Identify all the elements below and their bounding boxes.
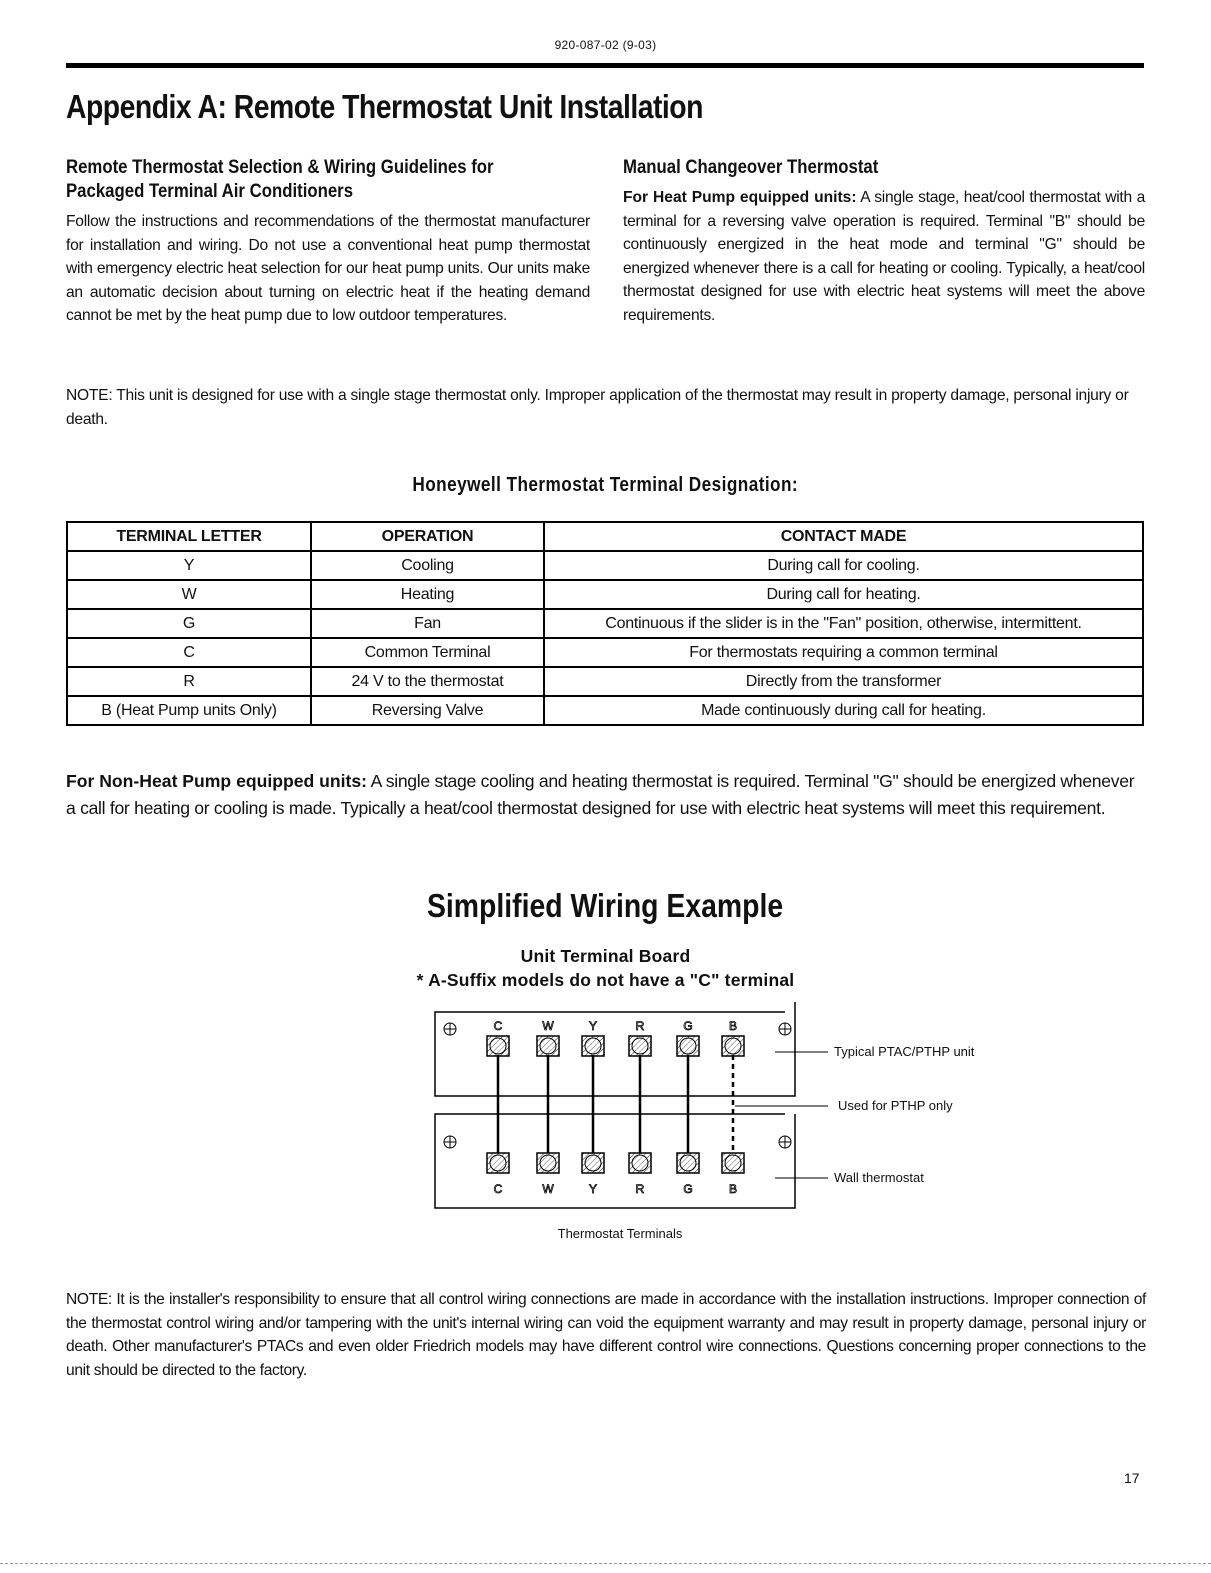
table-row [67,609,1143,638]
label-pthp: Used for PTHP only [838,1098,953,1113]
table-cell: During call for heating. [544,580,1143,609]
terminal-letter: R [635,1182,645,1196]
scan-edge [0,1563,1211,1564]
table-header-row [67,522,1143,551]
terminal-screw-icon [677,1036,699,1056]
table-cell: G [67,609,311,638]
table-cell: B (Heat Pump units Only) [67,696,311,725]
terminal-screw-icon [487,1153,509,1173]
document-number: 920-087-02 (9-03) [554,38,657,52]
terminal-letter: C [493,1182,503,1196]
terminal-letter: G [683,1182,693,1196]
table-cell: During call for cooling. [544,551,1143,580]
table-cell: Cooling [311,551,544,580]
table-cell: Y [67,551,311,580]
board-title: Unit Terminal Board [520,946,691,966]
terminal-screw-icon [582,1036,604,1056]
terminal-letter: B [728,1019,738,1033]
terminal-letter: B [728,1182,738,1196]
table-cell: Directly from the transformer [544,667,1143,696]
table-cell: Fan [311,609,544,638]
note-installer: NOTE: It is the installer's responsibility to ensure that all control wiring connections are made in accordance with the installation instructions. Improper connection of the thermostat control wiring and/or tampering with the unit's internal wiring can void the equipment warranty and may result in property damage, personal injury or death. Other manufacturer's PTACs and even older Friedrich models may have different control wire connections. Questions concerning proper connections to the unit should be directed to the factory. [66,1291,1146,1379]
table-row [67,696,1143,725]
terminal-screw-icon [537,1036,559,1056]
table-row [67,551,1143,580]
right-section-body [623,186,1145,328]
note-single-stage: NOTE: This unit is designed for use with a single stage thermostat only. Improper application of the thermostat may result in property damage, personal injury or death. [66,387,1129,428]
terminal-screw-icon [629,1153,651,1173]
table-cell: 24 V to the thermostat [311,667,544,696]
table-cell: Common Terminal [311,638,544,667]
left-section-body: Follow the instructions and recommendations of the thermostat manufacturer for installation and wiring. Do not use a conventional heat pump thermostat with emergency electric heat selection for our heat pump units. Our units make an automatic decision about turning on electric heat if the heating demand cannot be met by the heat pump due to low outdoor temperatures. [66,213,590,325]
wiring-diagram [0,995,1211,1225]
mount-screw-icon [779,1023,791,1035]
table-cell: W [67,580,311,609]
heat-pump-text: A single stage, heat/cool thermostat with a terminal for a reversing valve operation is required. Terminal "B" should be continuously energized in the heat mode and terminal "G" should be energized whenever there is a call for heating or cooling. Typically, a heat/cool thermostat designed for use with electric heat systems will meet the above requirements. [623,189,1145,324]
terminal-screw-icon [629,1036,651,1056]
heat-pump-lead: For Heat Pump equipped units: [623,189,857,206]
non-heat-pump-text: A single stage cooling and heating thermostat is required. Terminal "G" should be energized whenever a call for heating or cooling is made. Typically a heat/cool thermostat designed for use with electric heat systems will meet this requirement. [66,771,1135,818]
mount-screw-icon [444,1136,456,1148]
terminal-letter: Y [588,1019,598,1033]
table-header: TERMINAL LETTER [67,522,311,551]
terminal-screw-icon [677,1153,699,1173]
table-row [67,638,1143,667]
table-cell: Reversing Valve [311,696,544,725]
terminal-screw-icon [722,1153,744,1173]
mount-screw-icon [444,1023,456,1035]
table-title [0,474,1211,497]
table-cell: For thermostats requiring a common terminal [544,638,1143,667]
table-cell: R [67,667,311,696]
table-title-text: Honeywell Thermostat Terminal Designation: [412,474,799,496]
page-number: 17 [1124,1470,1140,1486]
terminal-letter: G [683,1019,693,1033]
non-heat-pump-lead: For Non-Heat Pump equipped units: [66,771,368,791]
terminal-letter: W [542,1019,554,1033]
table-cell: C [67,638,311,667]
label-wall: Wall thermostat [834,1170,924,1185]
table-header: CONTACT MADE [544,522,1143,551]
wiring-title [0,887,1211,925]
wiring-title-text: Simplified Wiring Example [427,887,784,924]
terminal-screw-icon [537,1153,559,1173]
terminal-designation-table [66,521,1144,726]
terminal-screw-icon [487,1036,509,1056]
label-unit: Typical PTAC/PTHP unit [834,1044,975,1059]
terminal-letter: R [635,1019,645,1033]
table-cell: Made continuously during call for heating. [544,696,1143,725]
mount-screw-icon [779,1136,791,1148]
left-heading-line2: Packaged Terminal Air Conditioners [66,180,354,202]
terminal-screw-icon [582,1153,604,1173]
left-section-heading [66,155,494,203]
table-row [67,580,1143,609]
terminal-screw-icon [722,1036,744,1056]
non-heat-pump-paragraph [66,768,1146,822]
right-section-heading: Manual Changeover Thermostat [623,156,879,178]
thermostat-terminals-caption: Thermostat Terminals [557,1226,683,1241]
page-title: Appendix A: Remote Thermostat Unit Installation [66,88,703,125]
table-cell: Continuous if the slider is in the "Fan" position, otherwise, intermittent. [544,609,1143,638]
table-cell: Heating [311,580,544,609]
board-note: * A-Suffix models do not have a "C" terminal [416,970,795,990]
terminal-letter: C [493,1019,503,1033]
header-rule [66,63,1144,68]
left-heading-line1: Remote Thermostat Selection & Wiring Guidelines for [66,156,494,178]
table-header: OPERATION [311,522,544,551]
table-row [67,667,1143,696]
terminal-letter: Y [588,1182,598,1196]
terminal-letter: W [542,1182,554,1196]
